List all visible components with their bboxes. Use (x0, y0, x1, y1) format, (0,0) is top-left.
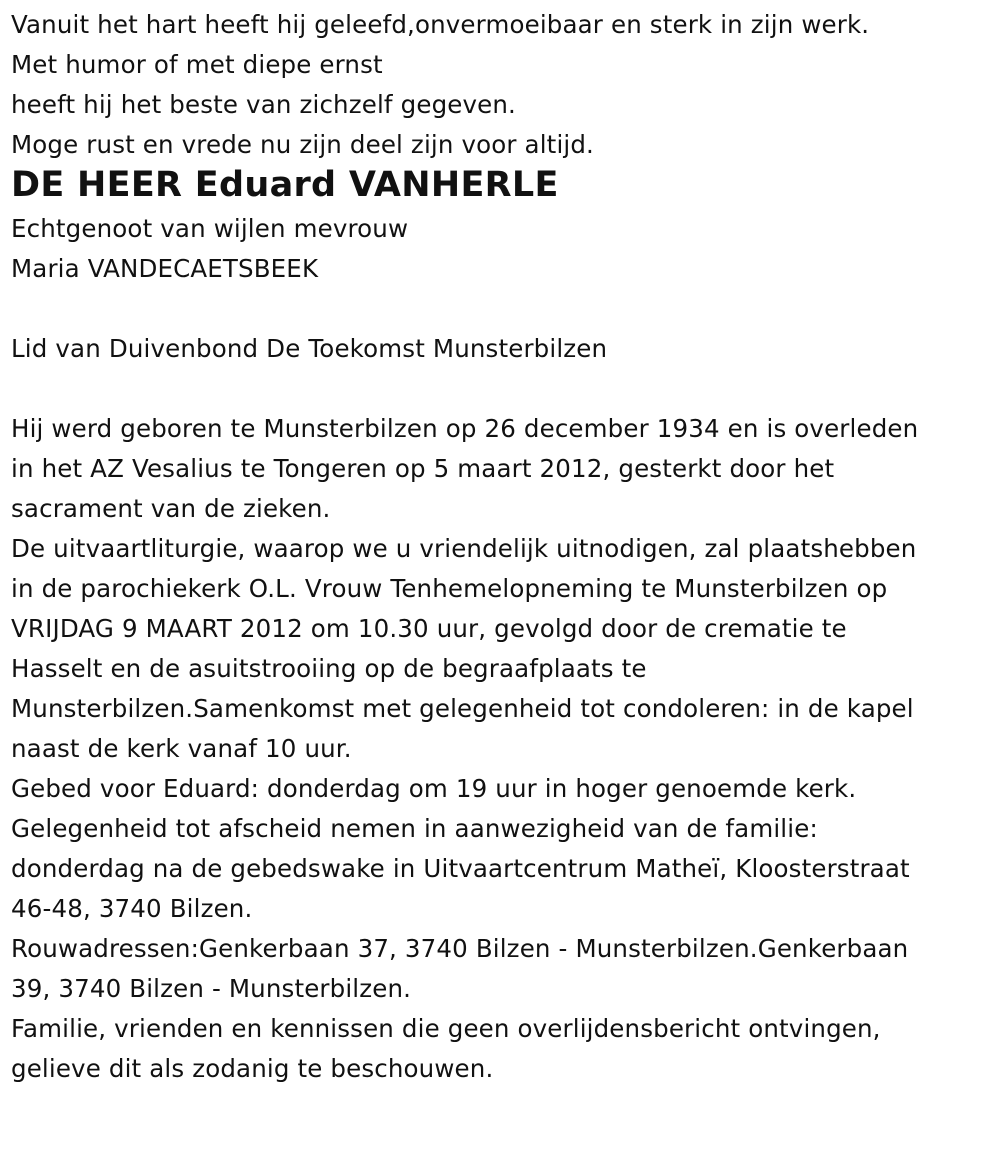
body-line: 46-48, 3740 Bilzen. (11, 894, 253, 923)
body-line: Rouwadressen:Genkerbaan 37, 3740 Bilzen - Munsterbilzen.Genkerbaan (11, 934, 909, 963)
body-line: in het AZ Vesalius te Tongeren op 5 maart 2012, gesterkt door het (11, 454, 835, 483)
body-line: Munsterbilzen.Samenkomst met gelegenheid tot condoleren: in de kapel (11, 694, 914, 723)
body-line: sacrament van de zieken. (11, 494, 331, 523)
body-line: Familie, vrienden en kennissen die geen overlijdensbericht ontvingen, (11, 1014, 881, 1043)
body-line: in de parochiekerk O.L. Vrouw Tenhemelopneming te Munsterbilzen op (11, 574, 888, 603)
obituary-notice (11, 5, 993, 1089)
body-line: Gebed voor Eduard: donderdag om 19 uur in hoger genoemde kerk. (11, 774, 857, 803)
deceased-name: DE HEER Eduard VANHERLE (11, 165, 559, 205)
poem (11, 5, 993, 165)
membership: Lid van Duivenbond De Toekomst Munsterbilzen (11, 334, 608, 363)
body-line: 39, 3740 Bilzen - Munsterbilzen. (11, 974, 412, 1003)
body-line: Hasselt en de asuitstrooiing op de begraafplaats te (11, 654, 647, 683)
body-line: VRIJDAG 9 MAART 2012 om 10.30 uur, gevolgd door de crematie te (11, 614, 847, 643)
body-line: gelieve dit als zodanig te beschouwen. (11, 1054, 494, 1083)
poem-line: heeft hij het beste van zichzelf gegeven. (11, 90, 516, 119)
spouse-info (11, 209, 993, 289)
notice-body (11, 409, 993, 1089)
body-line: Hij werd geboren te Munsterbilzen op 26 december 1934 en is overleden (11, 414, 919, 443)
poem-line: Met humor of met diepe ernst (11, 50, 383, 79)
body-line: Gelegenheid tot afscheid nemen in aanwezigheid van de familie: (11, 814, 818, 843)
spacer (11, 369, 993, 409)
poem-line: Moge rust en vrede nu zijn deel zijn voor altijd. (11, 130, 594, 159)
body-line: donderdag na de gebedswake in Uitvaartcentrum Matheï, Kloosterstraat (11, 854, 910, 883)
body-line: De uitvaartliturgie, waarop we u vriendelijk uitnodigen, zal plaatshebben (11, 534, 917, 563)
body-line: naast de kerk vanaf 10 uur. (11, 734, 352, 763)
poem-line: Vanuit het hart heeft hij geleefd,onvermoeibaar en sterk in zijn werk. (11, 10, 870, 39)
spouse-line: Echtgenoot van wijlen mevrouw (11, 214, 409, 243)
spacer (11, 289, 993, 329)
spouse-line: Maria VANDECAETSBEEK (11, 254, 319, 283)
